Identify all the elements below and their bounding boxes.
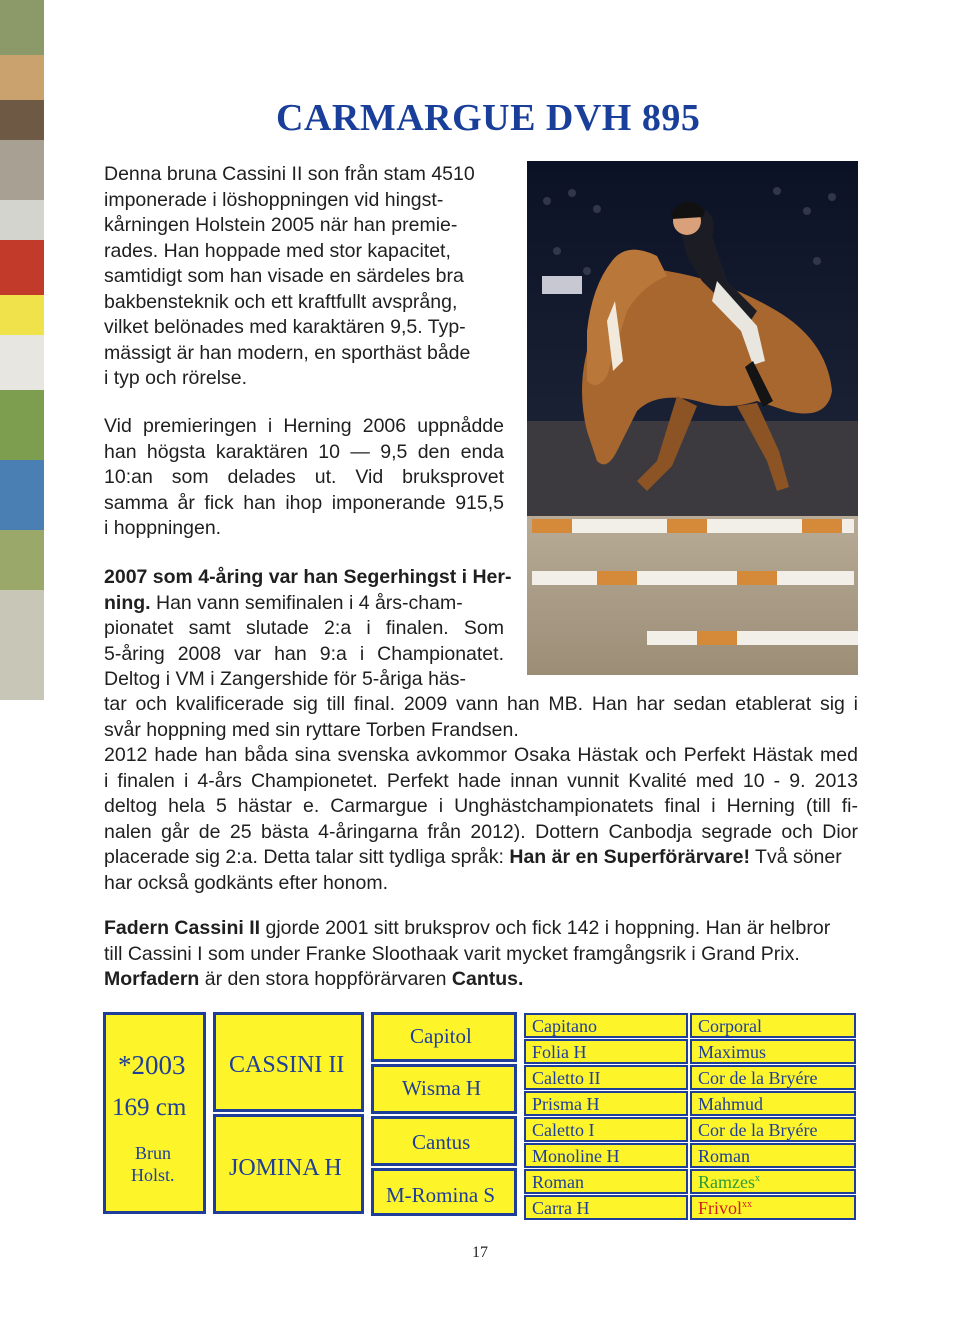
breed: Holst. — [131, 1165, 175, 1185]
gen3-cell: Roman — [524, 1169, 688, 1194]
text-line: Deltog i VM i Zangershide för 5-åriga häs- — [104, 668, 466, 690]
premiering-paragraph — [104, 414, 504, 542]
text-line: pionatet samt slutade 2:a i finalen. Som — [104, 617, 504, 639]
page-number: 17 — [472, 1244, 488, 1261]
page-title: CARMARGUE DVH 895 — [276, 97, 701, 139]
text-line: 2007 som 4-åring var han Segerhingst i Her- — [104, 566, 512, 588]
text-line: har också godkänts efter honom. — [104, 871, 388, 894]
birth-year: *2003 — [118, 1050, 186, 1080]
gen3-cell: Carra H — [524, 1195, 688, 1220]
text-line — [104, 845, 858, 871]
text-line: till Cassini I som under Franke Sloothaak varit mycket framgångsrik i Grand Prix. — [104, 942, 800, 965]
gen4-cell: Corporal — [690, 1013, 856, 1038]
gen4-cell: Maximus — [690, 1039, 856, 1064]
intro-paragraph — [104, 162, 504, 392]
text-line: samtidigt som han visade en särdeles bra — [104, 265, 464, 287]
bold-text: Morfadern — [104, 968, 200, 990]
text-line: kårningen Holstein 2005 när han premie- — [104, 214, 458, 236]
gen4-cell — [690, 1195, 856, 1220]
text-line: 2012 hade han båda sina svenska avkommor Osaka Hästak och Perfekt Hästak med — [104, 744, 858, 766]
text-line: Vid premieringen i Herning 2006 uppnådde — [104, 415, 504, 437]
horse-jumping-photo — [527, 161, 858, 675]
gen4-cell: Mahmud — [690, 1091, 856, 1116]
left-photo-strip — [0, 0, 44, 700]
text-line — [104, 967, 858, 993]
bold-text: Cantus. — [451, 968, 524, 990]
dam-name: JOMINA H — [229, 1155, 342, 1181]
text-line: mässigt är han modern, en sporthäst både — [104, 341, 471, 364]
text: Han vann semifinalen i 4 års-cham- — [150, 591, 463, 614]
text: Två söner — [749, 846, 842, 868]
gen2-name: Capitol — [410, 1024, 472, 1048]
superscript: xx — [742, 1199, 753, 1210]
text-line: deltog hela 5 hästar e. Carmargue i Unghästchampionatets final i Herning (till fi- — [104, 795, 858, 817]
text: gjorde 2001 sitt bruksprov och fick 142 i hoppning. Han är helbror — [260, 917, 831, 939]
gen3-cell: Monoline H — [524, 1143, 688, 1168]
text-line: imponerade i löshoppningen vid hingst- — [104, 188, 444, 211]
text-line — [104, 591, 504, 617]
text-line: rades. Han hoppade med stor kapacitet, — [104, 239, 451, 262]
text-line: 5-åring 2008 var han 9:a i Championatet. — [104, 642, 504, 665]
bold-text: Han är en Superförärvare! — [509, 846, 750, 868]
sire-paragraph — [104, 916, 858, 993]
text-line: i finalen i 4-års Championetet. Perfekt hade innan vunnit Kvalité med 10 - 9. 2013 — [104, 769, 858, 792]
achievements-paragraph — [104, 565, 512, 693]
text-line: Denna bruna Cassini II son från stam 4510 — [104, 163, 475, 185]
text-line: tar och kvalificerade sig till final. 2009 vann han MB. Han har sedan etablerat sig i — [104, 693, 858, 715]
sire-name: CASSINI II — [229, 1052, 345, 1078]
text-line: samma år fick han ihop imponerande 915,5 — [104, 491, 504, 514]
gen2-name: Wisma H — [402, 1076, 482, 1100]
text-line: han högsta karaktären 10 — 9,5 den enda — [104, 440, 504, 463]
text-line: bakbensteknik och ett kraftfullt avsprång, — [104, 290, 458, 313]
career-paragraph — [104, 692, 858, 896]
bold-text: ning. — [104, 591, 151, 614]
gen4-cell — [690, 1169, 856, 1194]
text: är den stora hoppförärvaren — [199, 968, 452, 990]
gen4-cell: Cor de la Bryére — [690, 1065, 856, 1090]
text-line — [104, 916, 858, 942]
gen3-cell: Caletto I — [524, 1117, 688, 1142]
gen2-name: Cantus — [412, 1130, 471, 1154]
text-line: i hoppningen. — [104, 517, 222, 539]
text-line: i typ och rörelse. — [104, 367, 248, 389]
horse-jumping-illustration — [527, 161, 858, 675]
text: placerade sig 2:a. Detta talar sitt tydliga språk: — [104, 846, 510, 868]
superscript: x — [754, 1173, 760, 1184]
gen4-cell: Cor de la Bryére — [690, 1117, 856, 1142]
height: 169 cm — [112, 1094, 187, 1121]
gen4-name: Frivol — [698, 1198, 743, 1218]
gen3-cell: Folia H — [524, 1039, 688, 1064]
bold-text: Fadern Cassini II — [104, 917, 261, 939]
gen4-cell: Roman — [690, 1143, 856, 1168]
coat-color: Brun — [135, 1143, 171, 1163]
text-line: nalen går de 25 bästa 4-åringarna från 2012). Dottern Canbodja segrade och Dior — [104, 820, 858, 843]
text-line: vilket belönades med karaktären 9,5. Typ- — [104, 316, 466, 338]
text-line: 10:an som delades ut. Vid bruksprovet — [104, 466, 504, 488]
gen3-cell: Prisma H — [524, 1091, 688, 1116]
gen3-cell: Caletto II — [524, 1065, 688, 1090]
text-line: svår hoppning med sin ryttare Torben Frandsen. — [104, 718, 519, 741]
gen4-name: Ramzes — [698, 1172, 755, 1192]
gen2-name: M-Romina S — [386, 1183, 496, 1207]
gen3-cell: Capitano — [524, 1013, 688, 1038]
